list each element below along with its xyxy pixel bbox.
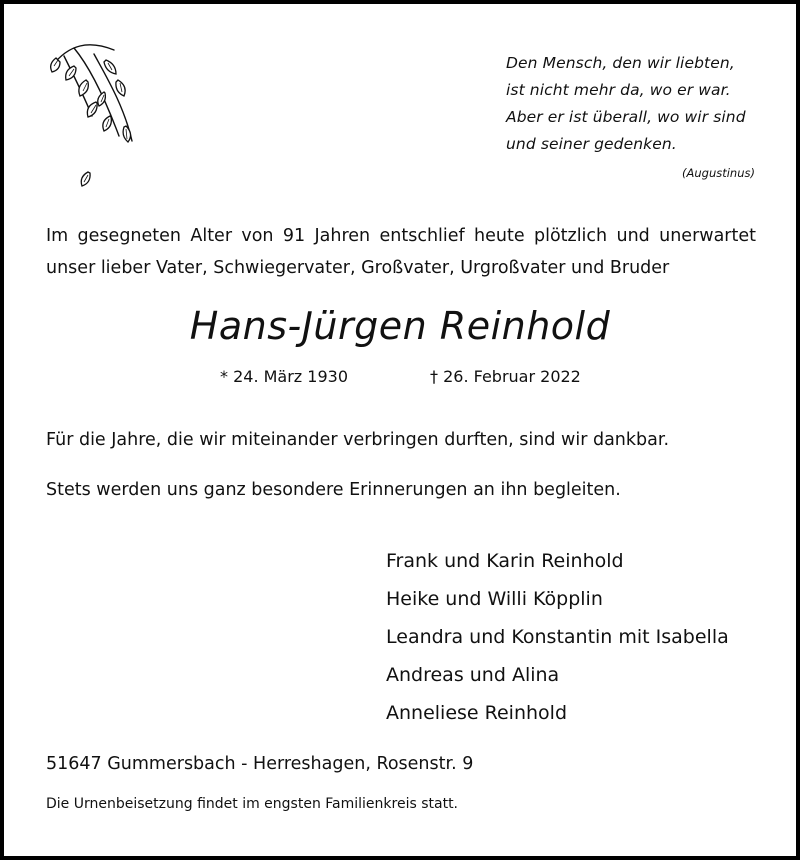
intro-line: unser lieber Vater, Schwiegervater, Großvater, Urgroßvater und Bruder (46, 258, 670, 278)
death-date: † 26. Februar 2022 (430, 367, 581, 386)
memories-text: Stets werden uns ganz besondere Erinnerungen an ihn begleiten. (46, 480, 621, 500)
quote-line: und seiner gedenken. (506, 135, 677, 153)
intro-text (46, 220, 756, 284)
mourner-name: Andreas und Alina (386, 664, 560, 686)
intro-line: Im gesegneten Alter von 91 Jahren entschlief heute plötzlich und unerwartet (46, 226, 756, 246)
quote-line: ist nicht mehr da, wo er war. (506, 81, 731, 99)
quote-line: Aber er ist überall, wo wir sind (506, 108, 746, 126)
deceased-name: Hans-Jürgen Reinhold (189, 304, 611, 348)
quote-author: (Augustinus) (682, 166, 755, 180)
birth-date: * 24. März 1930 (220, 367, 349, 386)
quote-line: Den Mensch, den wir liebten, (506, 54, 735, 72)
address-text: 51647 Gummersbach - Herreshagen, Rosenstr. 9 (46, 754, 474, 774)
burial-note: Die Urnenbeisetzung findet im engsten Familienkreis statt. (46, 796, 459, 812)
mourner-name: Anneliese Reinhold (386, 702, 568, 724)
mourner-name: Leandra und Konstantin mit Isabella (386, 626, 729, 648)
mourner-name: Heike und Willi Köpplin (386, 588, 603, 610)
quote-block (506, 50, 776, 158)
birch-branch-icon (44, 36, 144, 206)
mourners-list (386, 542, 729, 732)
mourner-name: Frank und Karin Reinhold (386, 550, 624, 572)
thanks-text: Für die Jahre, die wir miteinander verbringen durften, sind wir dankbar. (46, 430, 670, 450)
